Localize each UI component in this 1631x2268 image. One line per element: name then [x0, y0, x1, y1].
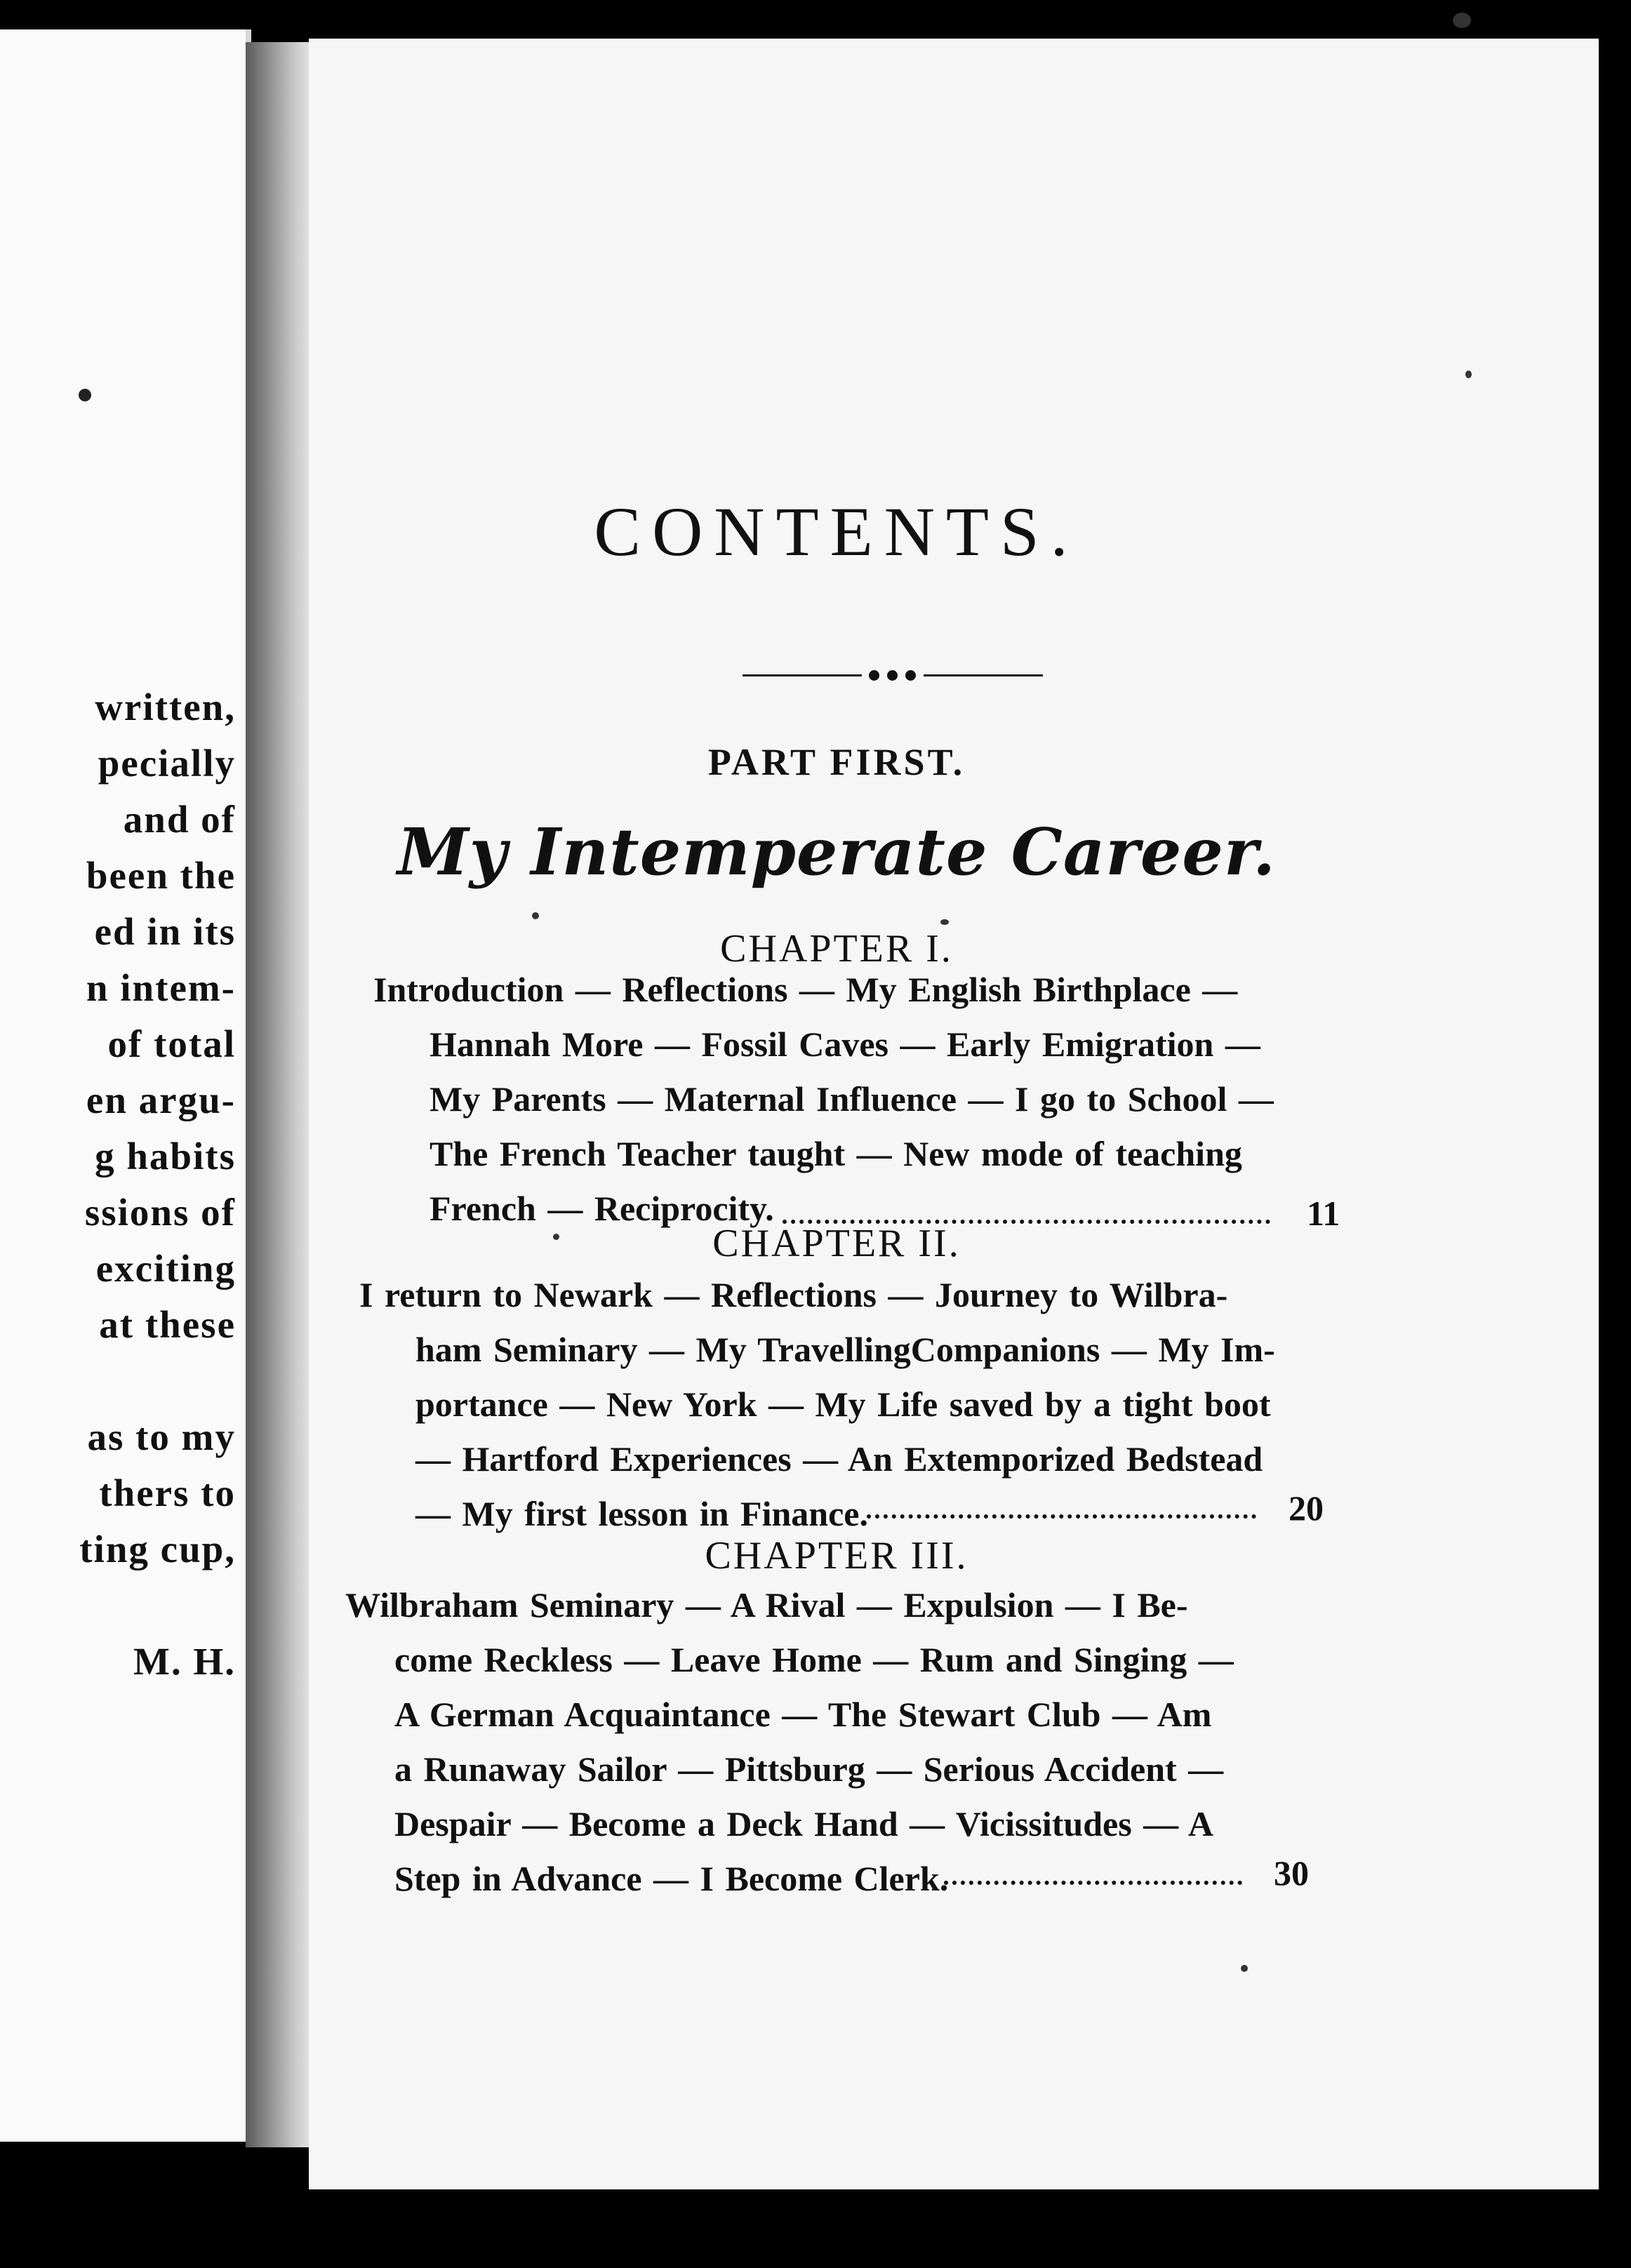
- ornament-dot: [905, 670, 916, 681]
- left-page-line: en argu-: [86, 1079, 236, 1121]
- chapter-entry-line: — Hartford Experiences — An Extemporized Bedstead: [415, 1439, 1263, 1479]
- left-page-line: g habits: [95, 1135, 236, 1178]
- dot-leader: [944, 1881, 1242, 1885]
- ink-speck: [79, 389, 91, 401]
- left-page-line: exciting: [95, 1247, 236, 1290]
- chapter-entry-line: come Reckless — Leave Home — Rum and Singing —: [394, 1640, 1234, 1679]
- left-page-line: as to my: [87, 1415, 236, 1458]
- left-page-line: written,: [95, 686, 236, 728]
- chapter-entry-line: Step in Advance — I Become Clerk.: [394, 1859, 949, 1898]
- title-ornament: [743, 668, 1043, 682]
- left-page-line: and of: [123, 798, 236, 841]
- ornament-dot: [887, 670, 898, 681]
- left-page-line: been the: [86, 854, 236, 897]
- chapter-entry-line: — My first lesson in Finance.: [415, 1494, 868, 1533]
- ornament-dot: [869, 670, 879, 681]
- chapter-entry-line: Hannah More — Fossil Caves — Early Emigration —: [430, 1025, 1260, 1064]
- left-page-signature: M. H.: [133, 1640, 236, 1683]
- scan-speck: [1465, 371, 1472, 378]
- left-page-line: n intem-: [86, 966, 236, 1009]
- page-title: CONTENTS.: [594, 493, 1079, 571]
- chapter-entry-line: ham Seminary — My TravellingCompanions — My Im-: [415, 1330, 1275, 1369]
- book-gutter-shadow: [246, 42, 316, 2147]
- scan-speck: [553, 1234, 559, 1240]
- chapter-heading: CHAPTER II.: [712, 1222, 961, 1265]
- chapter-entry-line: Wilbraham Seminary — A Rival — Expulsion — I Be-: [345, 1585, 1188, 1625]
- chapter-entry-line: portance — New York — My Life saved by a tight boot: [415, 1385, 1271, 1424]
- scan-speck: [1241, 1965, 1248, 1972]
- chapter-entry-line: The French Teacher taught — New mode of teaching: [430, 1134, 1242, 1173]
- chapter-heading: CHAPTER III.: [705, 1534, 968, 1577]
- dot-leader: [867, 1514, 1256, 1519]
- page-number: 20: [1289, 1488, 1324, 1528]
- chapter-entry-line: Introduction — Reflections — My English Birthplace —: [373, 970, 1238, 1009]
- chapter-entry-line: Despair — Become a Deck Hand — Vicissitudes — A: [394, 1804, 1214, 1843]
- ornament-rule-left: [743, 674, 862, 676]
- chapter-entry-line: I return to Newark — Reflections — Journey to Wilbra-: [359, 1275, 1228, 1314]
- left-page-line: pecially: [98, 742, 236, 785]
- left-facing-page: [0, 29, 251, 2142]
- left-page-line: ssions of: [84, 1191, 236, 1234]
- left-page-line: of total: [107, 1022, 236, 1065]
- left-page-line: thers to: [99, 1472, 236, 1514]
- ornament-rule-right: [924, 674, 1043, 676]
- left-page-line: at these: [99, 1303, 236, 1346]
- chapter-heading: CHAPTER I.: [720, 927, 953, 970]
- chapter-entry-line: My Parents — Maternal Influence — I go to School —: [430, 1079, 1274, 1119]
- scan-speck: [940, 919, 949, 925]
- left-page-line: ting cup,: [79, 1528, 236, 1570]
- scan-speck: [532, 912, 539, 919]
- page-number: 11: [1307, 1194, 1340, 1233]
- page-number: 30: [1274, 1853, 1309, 1893]
- chapter-entry-line: French — Reciprocity.: [430, 1189, 774, 1228]
- part-subtitle: My Intemperate Career.: [397, 814, 1277, 890]
- chapter-entry-line: A German Acquaintance — The Stewart Club — Am: [394, 1695, 1212, 1734]
- scan-speck: [1453, 13, 1471, 28]
- left-page-line: ed in its: [94, 910, 236, 953]
- part-heading: PART FIRST.: [707, 741, 966, 783]
- chapter-entry-line: a Runaway Sailor — Pittsburg — Serious Accident —: [394, 1749, 1224, 1789]
